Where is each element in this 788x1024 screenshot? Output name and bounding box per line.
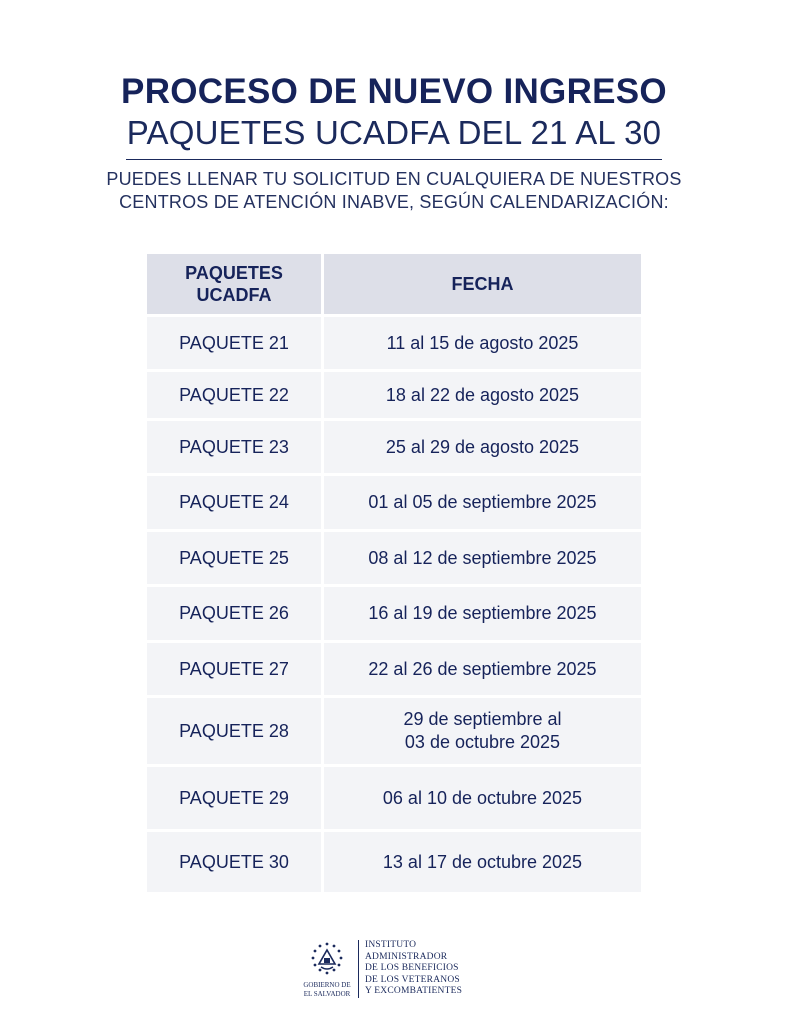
table-row [147,473,641,529]
intro-line-1: PUEDES LLENAR TU SOLICITUD EN CUALQUIERA DE NUESTROS [106,169,682,189]
header-paquetes-line-1: PAQUETES [185,263,283,283]
gov-label-line-1: GOBIERNO DE [303,981,351,989]
table-header [147,254,641,314]
footer-logo [300,940,462,1002]
institution-name [365,940,462,998]
intro-text [0,168,788,214]
el-salvador-coat-of-arms-icon [305,940,349,980]
intro-line-2: CENTROS DE ATENCIÓN INABVE, SEGÚN CALENDARIZACIÓN: [119,192,669,212]
header-fecha: FECHA [451,274,514,294]
paquete-cell: PAQUETE 21 [147,317,324,369]
institution-line: ADMINISTRADOR [365,951,448,962]
paquete-cell: PAQUETE 23 [147,421,324,473]
fecha-cell: 25 al 29 de agosto 2025 [385,436,580,457]
paquete-cell: PAQUETE 30 [147,832,324,892]
institution-line: Y EXCOMBATIENTES [365,986,463,996]
paquete-cell: PAQUETE 22 [147,372,324,418]
fecha-cell [324,698,641,764]
institution-line: DE LOS BENEFICIOS [365,963,459,973]
institution-line: INSTITUTO [365,940,417,950]
fecha-line-1: 29 de septiembre al [403,709,562,729]
paquete-cell: PAQUETE 29 [147,767,324,829]
table-row [147,584,641,640]
fecha-cell: 08 al 12 de septiembre 2025 [368,547,597,568]
table-row [147,418,641,473]
fecha-cell: 16 al 19 de septiembre 2025 [368,603,597,623]
paquete-cell: PAQUETE 28 [147,698,324,764]
fecha-cell: 11 al 15 de agosto 2025 [386,332,579,353]
header-paquetes-line-2: UCADFA [196,285,272,305]
fecha-cell: 22 al 26 de septiembre 2025 [368,658,597,679]
paquete-cell: PAQUETE 24 [147,476,324,529]
paquete-cell: PAQUETE 26 [147,587,324,640]
fecha-cell: 13 al 17 de octubre 2025 [382,851,583,872]
table-row [147,829,641,892]
page-title: PROCESO DE NUEVO INGRESO [121,72,667,111]
table-row [147,695,641,764]
footer-divider [358,940,359,998]
paquete-cell: PAQUETE 27 [147,643,324,695]
header-paquetes [147,254,324,314]
gov-label-line-2: EL SALVADOR [303,990,351,998]
table-row [147,529,641,584]
fecha-cell: 18 al 22 de agosto 2025 [385,384,580,405]
fecha-cell: 06 al 10 de octubre 2025 [382,787,583,808]
page-subtitle: PAQUETES UCADFA DEL 21 AL 30 [126,114,662,151]
paquete-cell: PAQUETE 25 [147,532,324,584]
title-divider [126,159,662,160]
fecha-cell: 01 al 05 de septiembre 2025 [368,492,597,512]
government-logo [300,940,354,998]
table-row [147,314,641,369]
fecha-line-2: 03 de octubre 2025 [404,732,561,752]
table-row [147,640,641,695]
table-row [147,369,641,418]
schedule-table [147,254,641,892]
table-row [147,764,641,829]
institution-line: DE LOS VETERANOS [365,974,460,985]
